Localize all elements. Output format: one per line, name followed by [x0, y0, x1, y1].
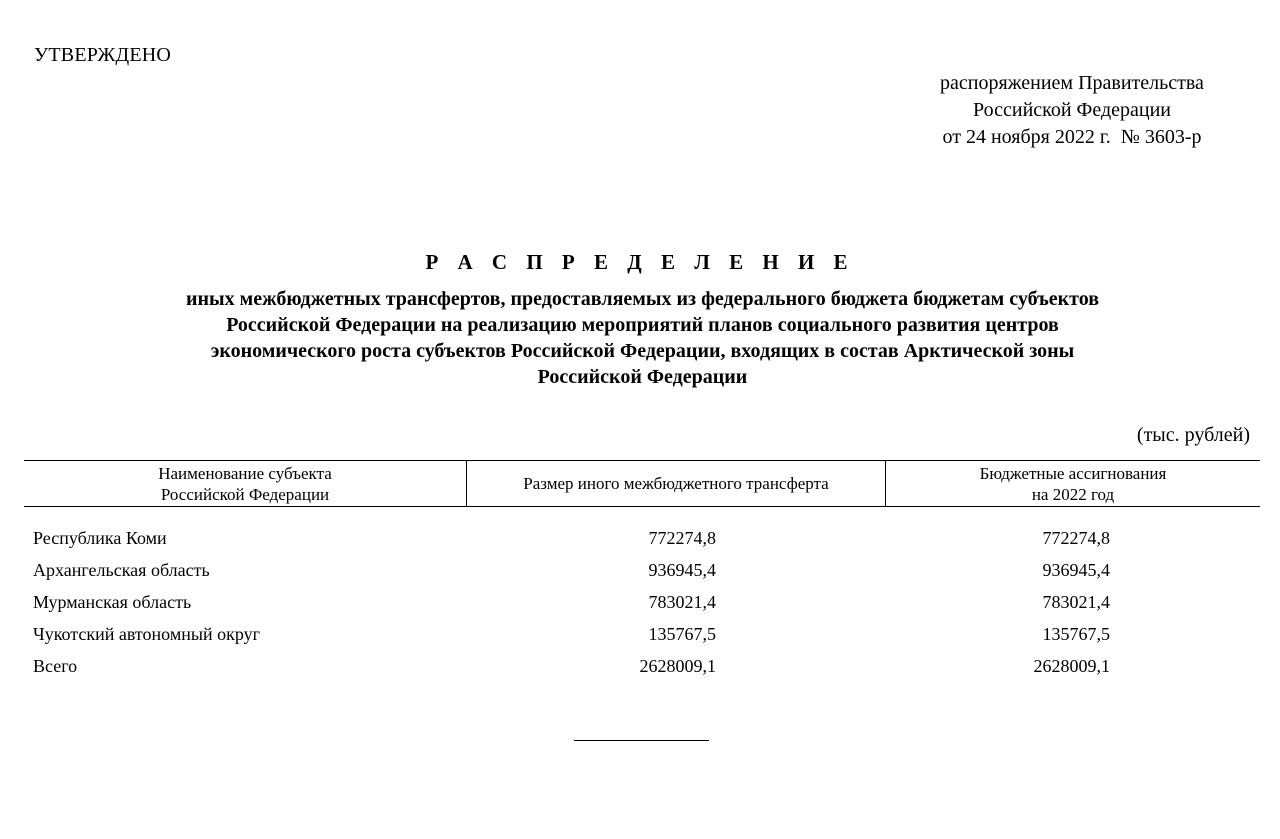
region-name: Республика Коми: [33, 528, 167, 548]
header-transfer-amount: [466, 461, 885, 506]
table-header: [24, 460, 1260, 507]
allocation-value: 772274,8: [1042, 528, 1110, 548]
transfer-value: 135767,5: [648, 624, 716, 644]
total-label: Всего: [33, 656, 78, 676]
subtitle-line-3: экономического роста субъектов Российской Федерации, входящих в состав Арктической зоны: [210, 340, 1075, 362]
table-row: [24, 620, 1260, 652]
header-budget-allocation-line-2: на 2022 год: [1031, 484, 1115, 504]
table-row-total: [24, 652, 1260, 684]
transfer-value: 936945,4: [648, 560, 716, 580]
decree-reference: [902, 70, 1242, 151]
table-row: [24, 556, 1260, 588]
allocation-value: 936945,4: [1042, 560, 1110, 580]
region-name: Мурманская область: [33, 592, 192, 612]
subtitle-line-4: Российской Федерации: [537, 366, 748, 388]
total-transfer-value: 2628009,1: [639, 656, 716, 676]
approval-label: УТВЕРЖДЕНО: [34, 44, 172, 66]
table-row: [24, 524, 1260, 556]
decree-line-1: распоряжением Правительства: [940, 72, 1204, 94]
header-budget-allocation-line-1: Бюджетные ассигнования: [979, 463, 1167, 483]
header-region-name: [24, 461, 466, 506]
region-name: Архангельская область: [33, 560, 210, 580]
header-budget-allocation: [885, 461, 1260, 506]
table-row: [24, 588, 1260, 620]
header-region-name-line-2: Российской Федерации: [160, 484, 330, 504]
transfer-value: 772274,8: [648, 528, 716, 548]
decree-line-3: от 24 ноября 2022 г. № 3603-р: [942, 126, 1202, 148]
transfer-value: 783021,4: [648, 592, 716, 612]
document-title: Р А С П Р Е Д Е Л Е Н И Е: [425, 250, 855, 274]
decree-line-2: Российской Федерации: [972, 99, 1172, 121]
subtitle-line-1: иных межбюджетных трансфертов, предоставляемых из федерального бюджета бюджетам субъектов: [185, 288, 1099, 310]
allocation-value: 783021,4: [1042, 592, 1110, 612]
allocation-value: 135767,5: [1042, 624, 1110, 644]
document-subtitle: [90, 286, 1195, 390]
table-body: [24, 524, 1260, 684]
header-transfer-amount-label: Размер иного межбюджетного трансферта: [523, 474, 829, 493]
region-name: Чукотский автономный округ: [33, 624, 260, 644]
subtitle-line-2: Российской Федерации на реализацию мероприятий планов социального развития центров: [226, 314, 1059, 336]
end-rule: [574, 740, 709, 741]
total-allocation-value: 2628009,1: [1033, 656, 1110, 676]
units-note: (тыс. рублей): [1136, 424, 1250, 446]
header-region-name-line-1: Наименование субъекта: [158, 463, 332, 483]
